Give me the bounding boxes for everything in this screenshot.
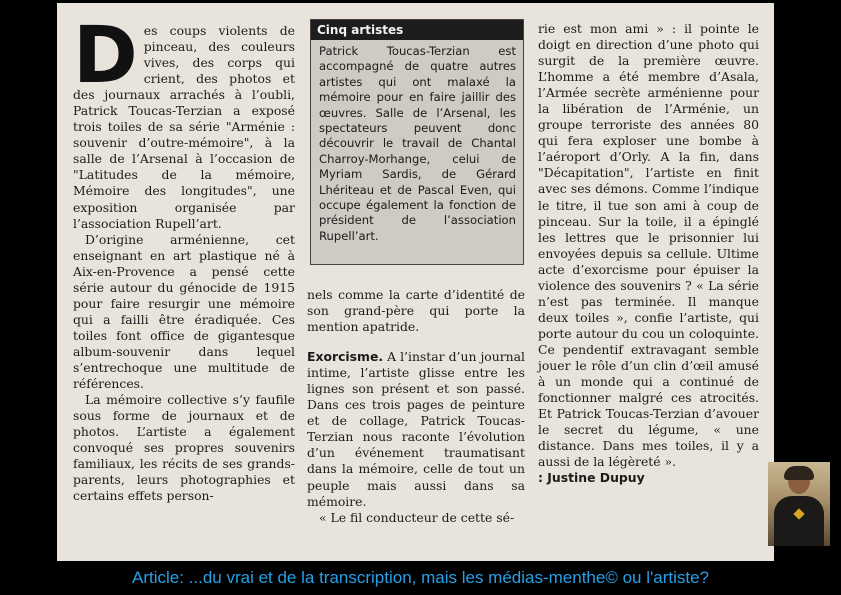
article-paragraph-exorcisme (307, 349, 525, 509)
sidebar-box (310, 19, 524, 265)
section-kicker: Exorcisme. (307, 349, 384, 365)
photo-hair (784, 466, 814, 480)
article-paragraph: D’origine arménienne, cet enseignant en art plastique né à Aix-en-Provence a pensé cette série autour du génocide de 1915 pour faire resurgir une mémoire qui a failli être éradiquée. Ces toiles font office de gigantesque album-souvenir dans lequel s’entrechoque une multitude de références. (73, 231, 295, 392)
photo-body (774, 496, 824, 546)
article-paragraph: es coups violents de pinceau, des couleurs vives, des corps qui crient, des photos et des journaux arrachés à l’oubli, Patrick Toucas-Terzian a exposé trois toiles de sa série "Arménie : souvenir d’outre-mémoire", à la salle de l’Arsenal à l’occasion de "Latitudes de la mémoire, Mémoire des longitudes", une exposition organisée par l’association Rupell’art. (73, 23, 295, 231)
newspaper-clipping (57, 3, 774, 561)
artist-photo (768, 462, 830, 546)
article-paragraph: nels comme la carte d’identité de son grand-père qui porte la mention apatride. (307, 287, 525, 335)
sidebar-title: Cinq artistes (311, 20, 523, 40)
sidebar-text: Patrick Toucas-Terzian est accompagné de quatre autres artistes qui ont malaxé la mémoire pour en faire jaillir des œuvres. Salle de l’Arsenal, les spectateurs peuvent donc découvrir le travail de Chantal Charroy-Morhange, celui de Myriam Sardis, de Gérard Lhériteau et de Pascal Even, qui occupe également la fonction de président de l’association Rupell’art. (319, 44, 516, 243)
article-column-1 (73, 11, 295, 504)
author-signature: : Justine Dupuy (538, 470, 645, 486)
slide-caption: Article: ...du vrai et de la transcription, mais les médias-menthe© ou l'artiste? (131, 568, 709, 587)
article-paragraph: La mémoire collective s’y faufile sous forme de journaux et de photos. L’artiste a également convoqué ses propres souvenirs familiaux, les récits de ses grands-parents, leurs photographies et certains effets person- (73, 392, 295, 504)
article-paragraph: rie est mon ami » : il pointe le doigt en direction d’une photo qui surgit de la première œuvre. L’homme a été membre d’Asala, l’Armée secrète arménienne pour la libération de l’Arménie, un groupe terroriste des années 80 qui fera exploser une bombe à l’aéroport d’Orly. A la fin, dans "Décapitation", l’artiste en finit avec ses démons. Comme l’indique le titre, il tue son ami à coup de pinceau. Sur la toile, il a épinglé les lettres que le prisonnier lui envoyées depuis sa cellule. Ultime acte d’exorcisme pour épuiser la violence des souvenirs ? « La série n’est pas terminée. Il manque deux toiles », confie l’artiste, qui porte autour du cou un coloquinte. Ce pendentif extravagant semble jouer le rôle d’un clin d’œil amusé à un monde qui a continué de fonctionner malgré ces atrocités. Et Patrick Toucas-Terzian d’avouer le secret du légume, « une distance. Dans mes toiles, il y a aussi de la légèreté ». (538, 21, 759, 470)
article-paragraph-text: A l’instar d’un journal intime, l’artiste glisse entre les lignes son présent et son passé. Dans ces trois pages de peinture et de collage, Patrick Toucas-Terzian nous raconte l’évolution d’un événement traumatisant dans la mémoire, celle de tout un peuple mais aussi dans sa mémoire. (307, 349, 525, 509)
drop-cap: D (73, 11, 138, 101)
article-column-3 (538, 21, 759, 486)
article-paragraph: « Le fil conducteur de cette sé- (319, 509, 515, 525)
article-column-2 (307, 287, 525, 526)
